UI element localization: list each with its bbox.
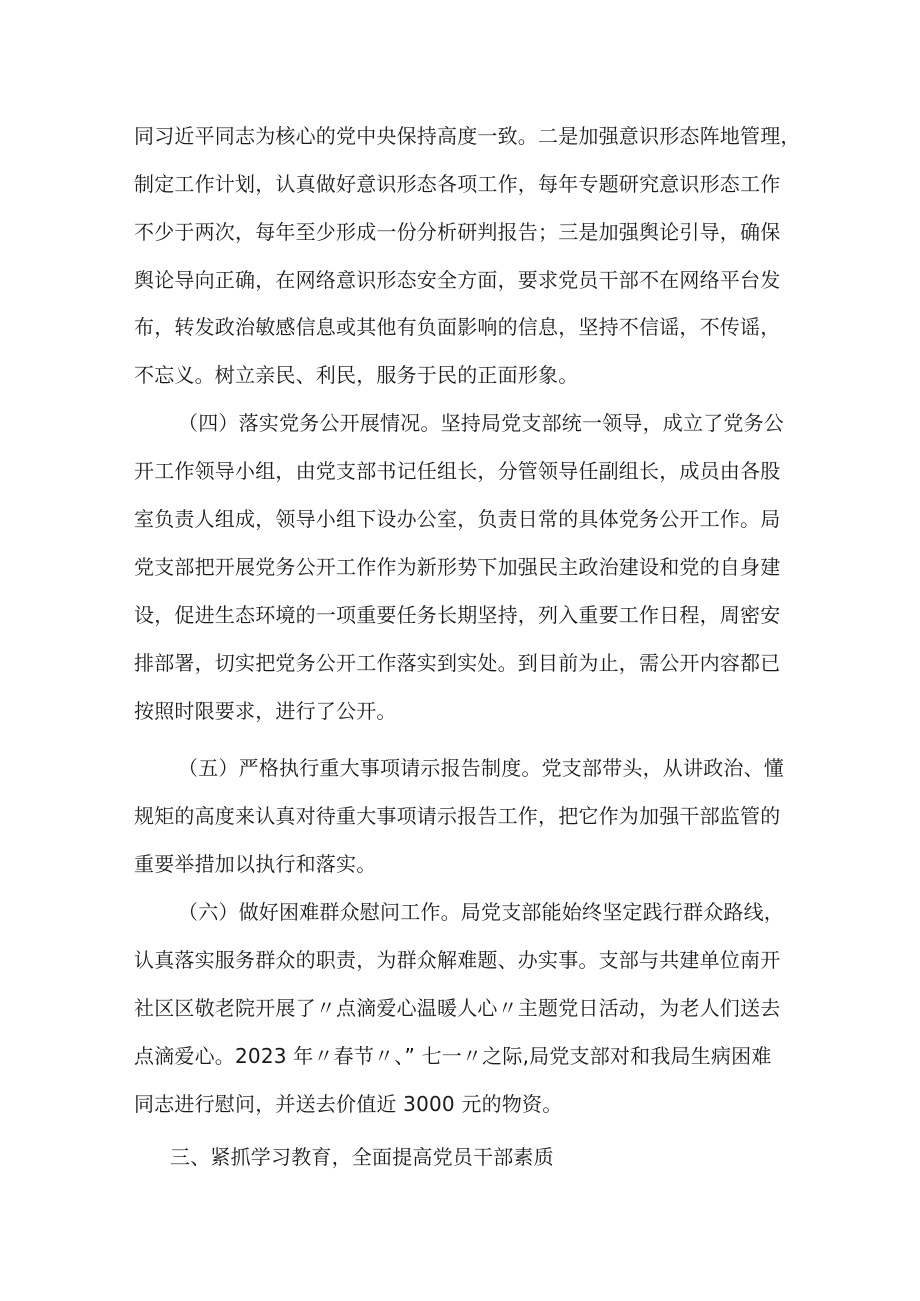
text-line-4: 舆论导向正确，在网络意识形态安全方面，要求党员干部不在网络平台发 [134, 268, 781, 292]
text-line-19: 社区区敬老院开展了〃点滴爱心温暖人心〃主题党日活动，为老人们送去 [134, 996, 781, 1020]
text-line-20: 点滴爱心。2023 年〃春节〃、” 七一〃之际,局党支部对和我局生病困难 [134, 1044, 772, 1068]
text-line-8: 开工作领导小组，由党支部书记任组长，分管领导任副组长，成员由各股 [134, 459, 781, 483]
text-line-14: （五）严格执行重大事项请示报告制度。党支部带头，从讲政治、懂 [178, 756, 784, 780]
text-line-11: 设，促进生态环境的一项重要任务长期坚持，列入重要工作日程，周密安 [134, 603, 781, 627]
text-line-21: 同志进行慰问，并送去价值近 3000 元的物资。 [134, 1092, 563, 1116]
text-line-16: 重要举措加以执行和落实。 [134, 852, 377, 876]
text-line-10: 党支部把开展党务公开工作作为新形势下加强民主政治建设和党的自身建 [134, 555, 781, 579]
section-heading: 三、紧抓学习教育，全面提高党员干部素质 [170, 1145, 554, 1169]
text-line-1: 同习近平同志为核心的党中央保持高度一致。二是加强意识形态阵地管理， [134, 124, 801, 148]
text-line-2: 制定工作计划，认真做好意识形态各项工作，每年专题研究意识形态工作 [134, 172, 781, 196]
text-line-18: 认真落实服务群众的职责，为群众解难题、办实事。支部与共建单位南开 [134, 948, 781, 972]
text-line-12: 排部署，切实把党务公开工作落实到实处。到目前为止，需公开内容都已 [134, 651, 781, 675]
text-line-5: 布，转发政治敏感信息或其他有负面影响的信息，坚持不信谣，不传谣， [134, 315, 781, 339]
text-line-6: 不忘义。树立亲民、利民，服务于民的正面形象。 [134, 363, 579, 387]
text-line-17: （六）做好困难群众慰问工作。局党支部能始终坚定践行群众路线， [178, 900, 784, 924]
text-line-7: （四）落实党务公开展情况。坚持局党支部统一领导，成立了党务公 [178, 411, 784, 435]
text-line-3: 不少于两次，每年至少形成一份分析研判报告；三是加强舆论引导，确保 [134, 220, 781, 244]
text-line-13: 按照时限要求，进行了公开。 [134, 699, 397, 723]
text-line-9: 室负责人组成，领导小组下设办公室，负责日常的具体党务公开工作。局 [134, 507, 781, 531]
text-line-15: 规矩的高度来认真对待重大事项请示报告工作，把它作为加强干部监管的 [134, 804, 781, 828]
